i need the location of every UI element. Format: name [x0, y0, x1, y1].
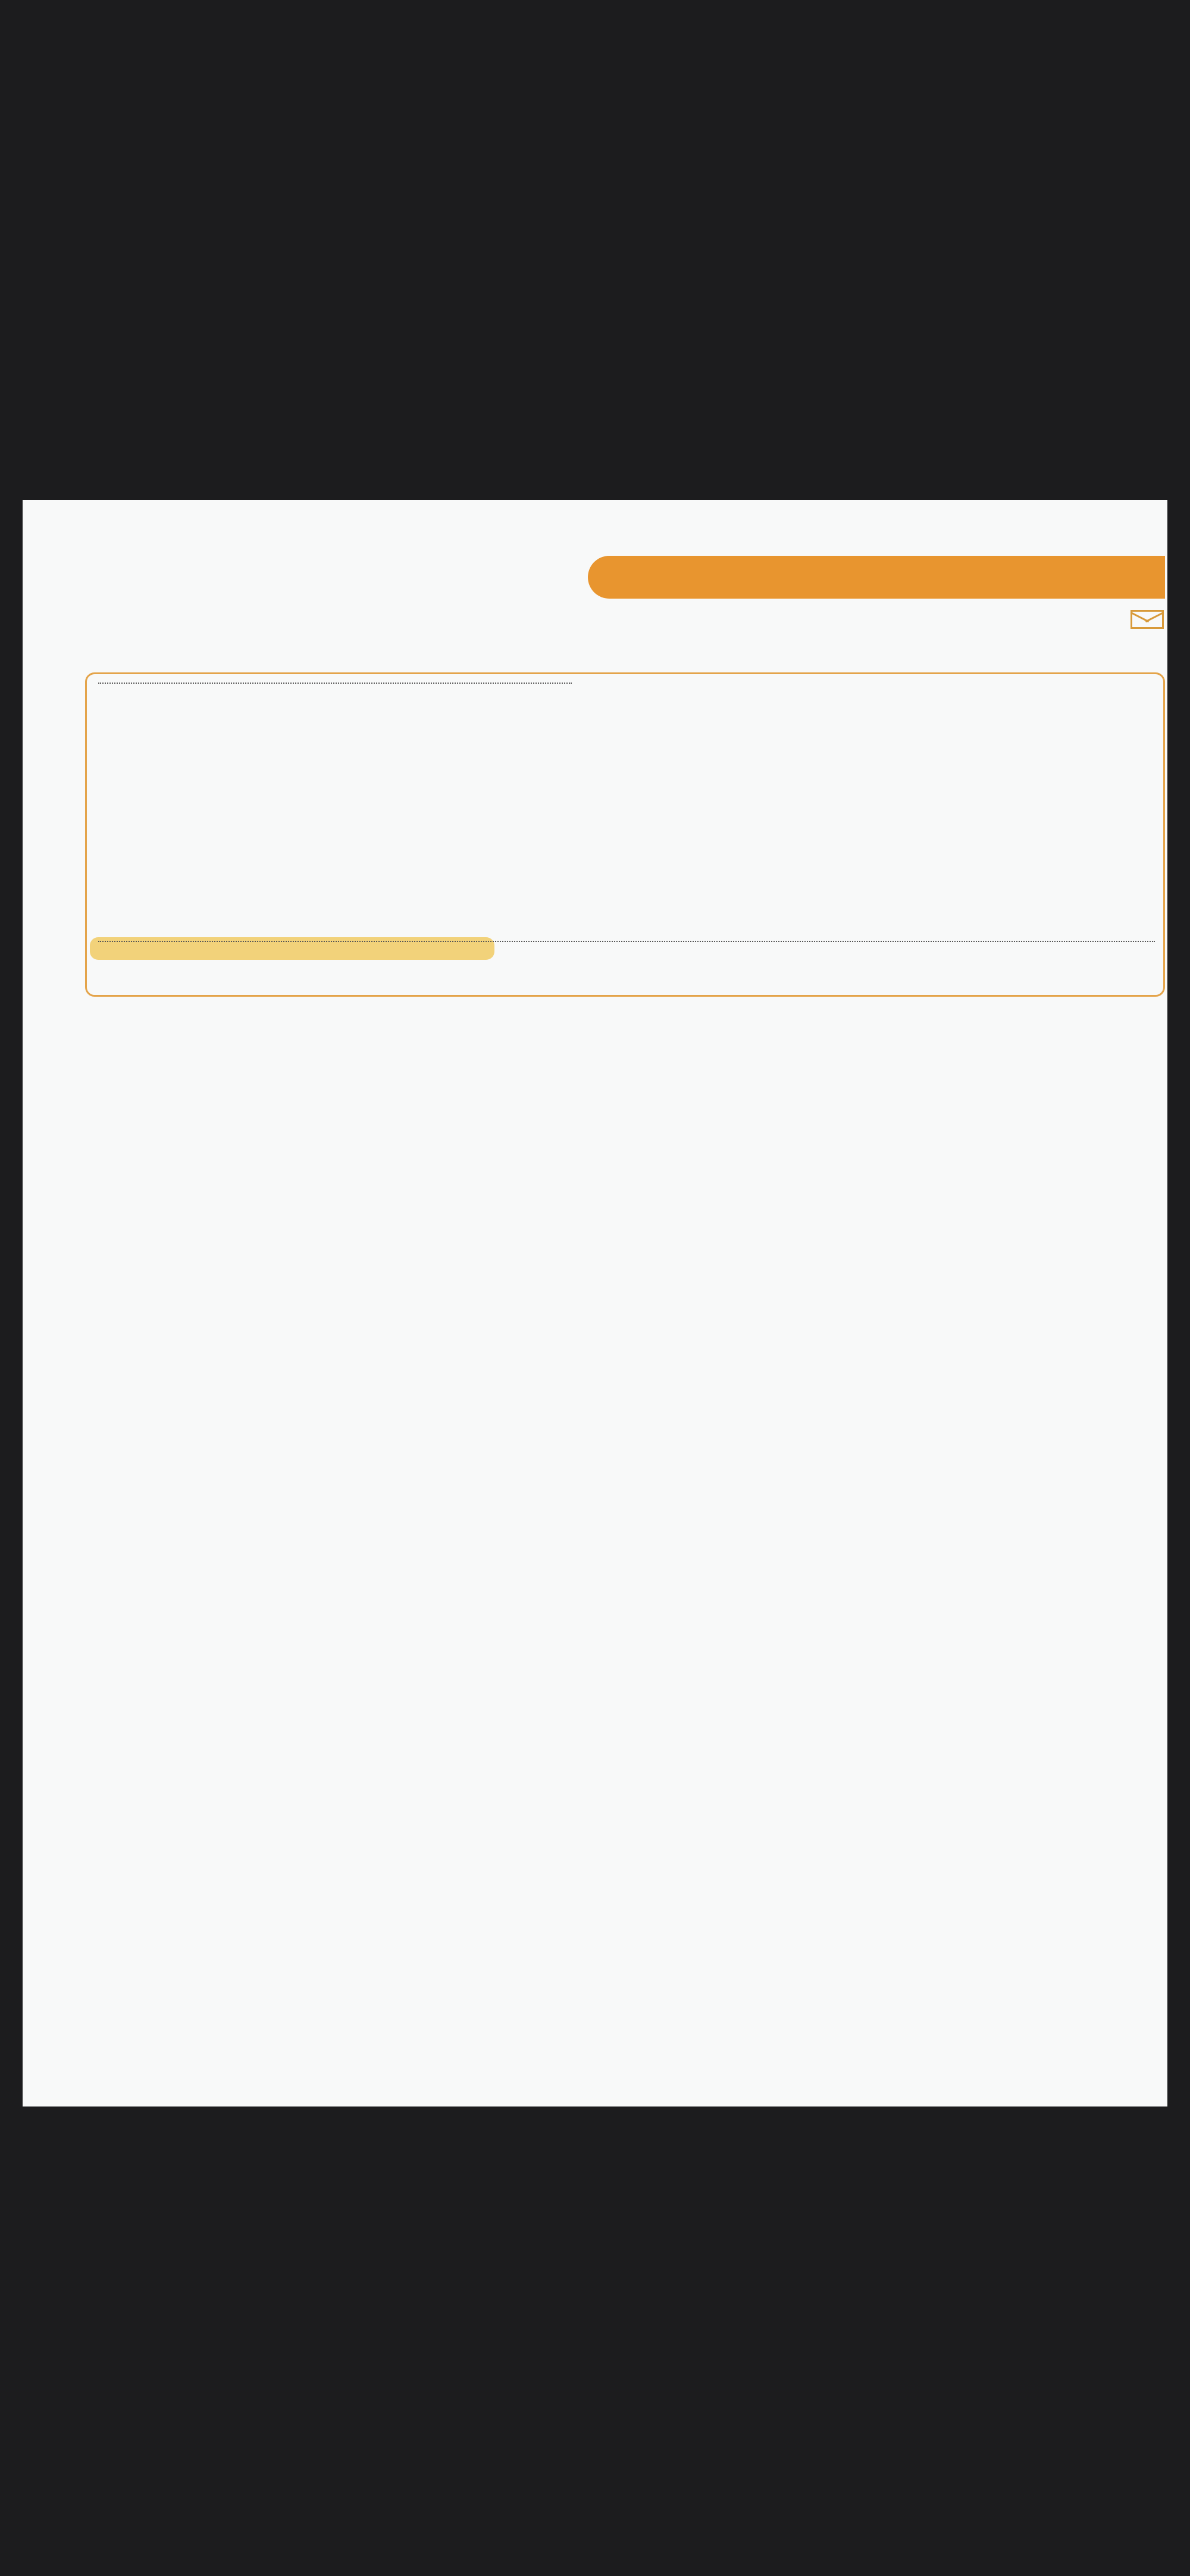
description-input[interactable] [98, 941, 1155, 942]
dossier-field[interactable] [96, 683, 572, 687]
dossier-input[interactable] [98, 683, 572, 684]
envelope-icon [1130, 610, 1164, 629]
description-field[interactable] [96, 941, 1155, 946]
form-title-banner [588, 556, 1165, 599]
scanned-form-page [23, 500, 1167, 2107]
parties-section [85, 672, 1165, 997]
copy-tag [1127, 608, 1164, 629]
